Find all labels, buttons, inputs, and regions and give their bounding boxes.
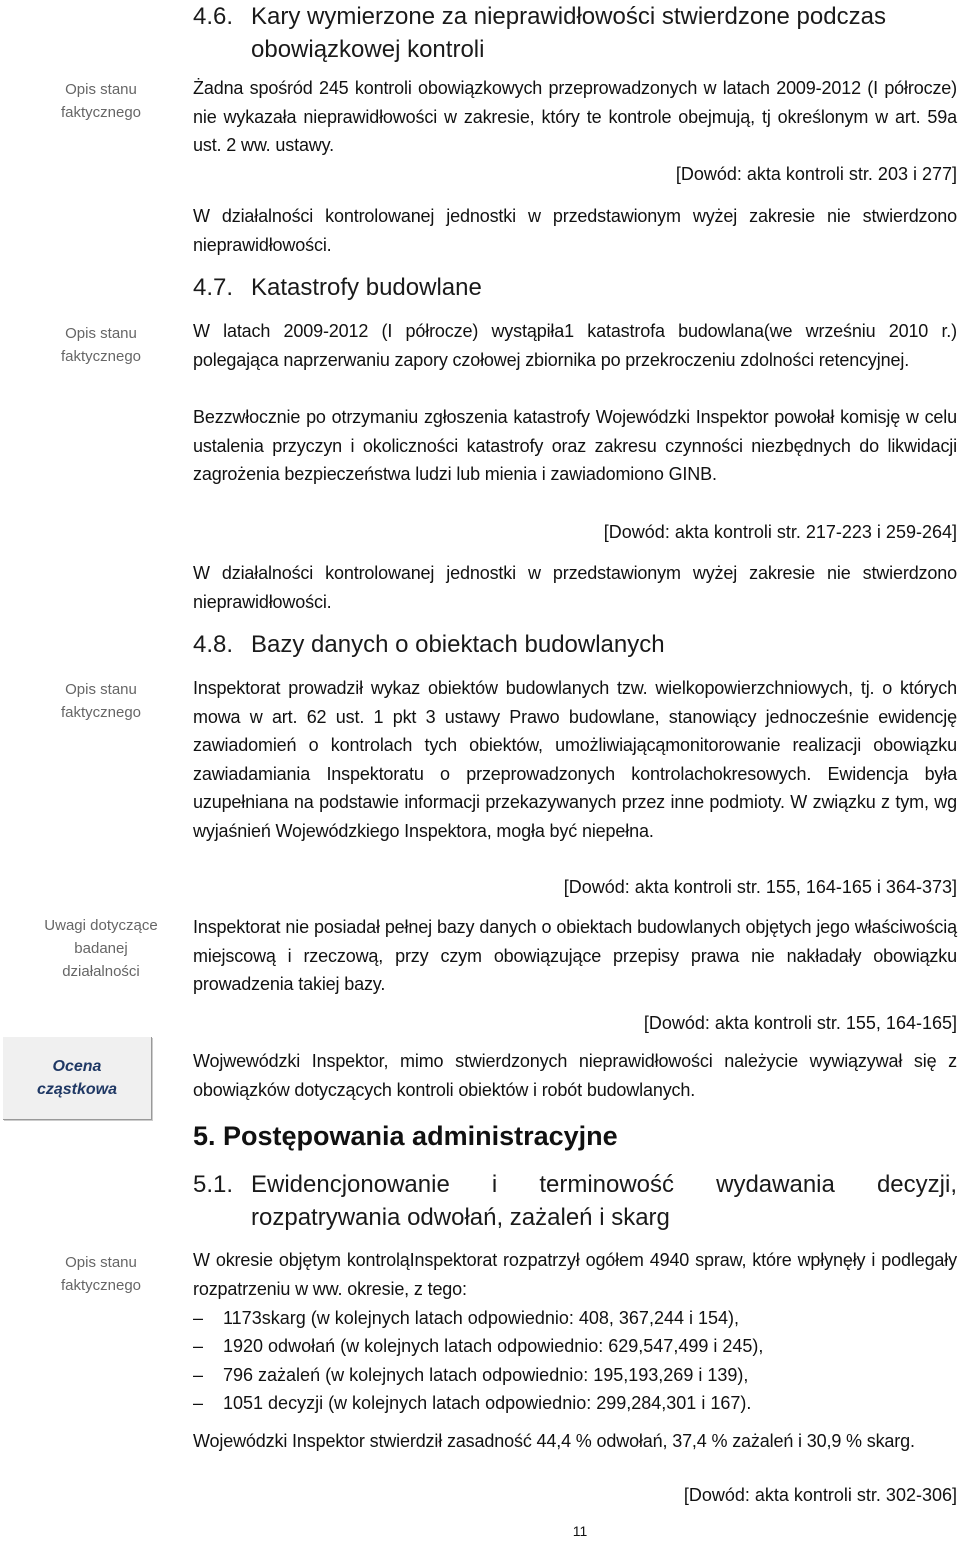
paragraph: W okresie objętym kontroląInspektorat rozpatrzył ogółem 4940 spraw, które wpłynęły i podlegały rozpatrzeniu w ww. okresie, z tego:: [193, 1250, 957, 1299]
sidebar-label-line: faktycznego: [60, 704, 142, 721]
sidebar-label-line: Uwagi dotyczące: [44, 917, 158, 934]
section-number: 4.7.: [193, 274, 234, 301]
sidebar-label-uwagi: [36, 914, 166, 983]
list-item: – 1051 decyzji (w kolejnych latach odpowiednio: 299,284,301 i 167).: [193, 1389, 957, 1417]
ocena-label-line: cząstkowa: [36, 1081, 118, 1098]
section-4-8-heading: [193, 628, 957, 661]
sidebar-label-line: Opis stanu: [65, 681, 137, 698]
paragraph: W działalności kontrolowanej jednostki w przedstawionym wyżej zakresie nie stwierdzono nieprawidłowości.: [193, 206, 957, 255]
section-number: 5.1.: [193, 1171, 234, 1198]
paragraph: Wojewódzki Inspektor stwierdził zasadność 44,4 % odwołań, 37,4 % zażaleń i 30,9 % skarg.: [193, 1431, 915, 1451]
case-count-list: [193, 1304, 957, 1418]
evidence-citation: [Dowód: akta kontroli str. 217-223 i 259-264]: [603, 522, 957, 542]
section-5-1-heading: [193, 1168, 957, 1234]
sidebar-label-line: Opis stanu: [65, 81, 137, 98]
paragraph: W latach 2009-2012 (I półrocze) wystąpiła1 katastrofa budowlana(we wrześniu 2010 r.) polegająca naprzerwaniu zapory czołowej zbiornika po przekroczeniu zdolności retencyjnej.: [193, 321, 957, 370]
ocena-label-line: Ocena: [52, 1058, 102, 1075]
section-number: 4.8.: [193, 631, 234, 658]
sidebar-label-line: badanej: [74, 940, 128, 957]
sidebar-ocena-box: [3, 1037, 152, 1120]
section-number: 4.6.: [193, 3, 234, 30]
sidebar-label-line: Opis stanu: [65, 325, 137, 342]
sidebar-label-line: faktycznego: [60, 104, 142, 121]
sidebar-label-line: faktycznego: [60, 1277, 142, 1294]
paragraph: Inspektorat nie posiadał pełnej bazy danych o obiektach budowlanych objętych jego właściwością miejscową i rzeczową, przy czym obowiązujące przepisy prawa nie nakładały obowiązku prowadzenia takiej bazy.: [193, 917, 957, 995]
paragraph: Wojwewódzki Inspektor, mimo stwierdzonych nieprawidłowości należycie wywiązywał się z obowiązków dotyczących kontroli obiektów i robót budowlanych.: [193, 1051, 957, 1100]
evidence-citation: [Dowód: akta kontroli str. 302-306]: [683, 1485, 957, 1505]
chapter-5-heading: 5. Postępowania administracyjne: [193, 1121, 618, 1151]
list-item: – 1920 odwołań (w kolejnych latach odpowiednio: 629,547,499 i 245),: [193, 1332, 957, 1360]
evidence-citation: [Dowód: akta kontroli str. 155, 164-165 i 364-373]: [563, 877, 957, 897]
section-4-7-heading: [193, 271, 957, 304]
sidebar-label-line: Opis stanu: [65, 1254, 137, 1271]
sidebar-label-opis-4: [36, 1251, 166, 1297]
section-4-6-heading: [193, 0, 957, 66]
sidebar-label-opis-2: [36, 322, 166, 368]
list-item: – 796 zażaleń (w kolejnych latach odpowiednio: 195,193,269 i 139),: [193, 1361, 957, 1389]
section-title-continued: obowiązkowej kontroli: [251, 36, 485, 63]
section-title: Katastrofy budowlane: [251, 274, 482, 301]
paragraph: Inspektorat prowadził wykaz obiektów budowlanych tzw. wielkopowierzchniowych, tj. o których mowa w art. 62 ust. 1 pkt 3 ustawy Prawo budowlane, stanowiący jednocześnie ewidencję zawiadomień o kontrolach tych obiektów, umożliwiającąmonitorowanie realizacji obowiązku zawiadamiania Inspektoratu o przeprowadzonych kontrolachokresowych. Ewidencja była uzupełniana na podstawie informacji przekazywanych przez inne podmioty. W związku z tym, wg wyjaśnień Wojewódzkiego Inspektora, mogła być niepełna.: [193, 678, 957, 841]
evidence-citation: [Dowód: akta kontroli str. 203 i 277]: [675, 164, 957, 184]
section-title-continued: rozpatrywania odwołań, zażaleń i skarg: [251, 1204, 670, 1231]
page-number: 11: [572, 1523, 588, 1539]
sidebar-label-opis-3: [36, 678, 166, 724]
sidebar-label-line: faktycznego: [60, 348, 142, 365]
evidence-citation: [Dowód: akta kontroli str. 155, 164-165]: [643, 1013, 957, 1033]
list-item: – 1173skarg (w kolejnych latach odpowiednio: 408, 367,244 i 154),: [193, 1304, 957, 1332]
sidebar-label-opis-1: [36, 78, 166, 124]
paragraph: W działalności kontrolowanej jednostki w przedstawionym wyżej zakresie nie stwierdzono nieprawidłowości.: [193, 563, 957, 612]
paragraph: Żadna spośród 245 kontroli obowiązkowych przeprowadzonych w latach 2009-2012 (I półrocze) nie wykazała nieprawidłowości w zakresie, który te kontrole obejmują, tj określonym w art. 59a ust. 2 ww. ustawy.: [193, 78, 957, 156]
sidebar-label-line: działalności: [62, 963, 140, 980]
section-title: Kary wymierzone za nieprawidłowości stwierdzone podczas: [251, 3, 886, 30]
section-title: Ewidencjonowanie i terminowość wydawania decyzji,: [251, 1171, 957, 1198]
section-title: Bazy danych o obiektach budowlanych: [251, 631, 665, 658]
paragraph: Bezzwłocznie po otrzymaniu zgłoszenia katastrofy Wojewódzki Inspektor powołał komisję w celu ustalenia przyczyn i okoliczności katastrofy oraz zakresu czynności niezbędnych do likwidacji zagrożenia bezpieczeństwa ludzi lub mienia i zawiadomiono GINB.: [193, 407, 957, 485]
